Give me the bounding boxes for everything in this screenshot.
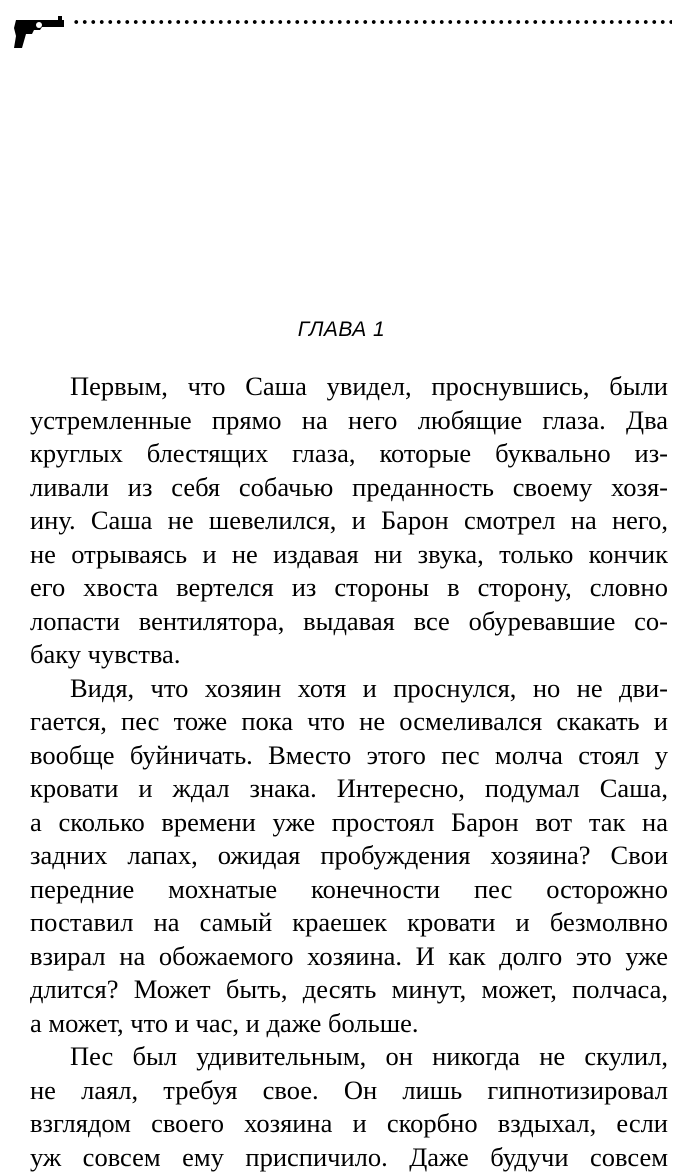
text-line: кровати и ждал знака. Интересно, подумал Саша, bbox=[30, 772, 668, 806]
text-line: а сколько времени уже простоял Барон вот так на bbox=[30, 806, 668, 840]
text-line: круглых блестящих глаза, которые буквально из- bbox=[30, 437, 668, 471]
text-line: его хвоста вертелся из стороны в сторону, словно bbox=[30, 571, 668, 605]
revolver-icon bbox=[12, 14, 68, 50]
chapter-title: ГЛАВА 1 bbox=[0, 318, 683, 342]
text-line: Пес был удивительным, он никогда не скулил, bbox=[30, 1040, 668, 1074]
text-line: передние мохнатые конечности пес осторожно bbox=[30, 873, 668, 907]
text-line: а может, что и час, и даже больше. bbox=[30, 1007, 668, 1041]
text-line: взглядом своего хозяина и скорбно вздыхал, если bbox=[30, 1107, 668, 1141]
text-line: Видя, что хозяин хотя и проснулся, но не дви- bbox=[30, 672, 668, 706]
text-line: взирал на обожаемого хозяина. И как долго это уже bbox=[30, 940, 668, 974]
chapter-text bbox=[30, 370, 668, 1174]
text-line: устремленные прямо на него любящие глаза. Два bbox=[30, 404, 668, 438]
text-line: уж совсем ему приспичило. Даже будучи совсем bbox=[30, 1141, 668, 1174]
text-line: ину. Саша не шевелился, и Барон смотрел на него, bbox=[30, 504, 668, 538]
text-line: вообще буйничать. Вместо этого пес молча стоял у bbox=[30, 739, 668, 773]
text-line: Первым, что Саша увидел, проснувшись, были bbox=[30, 370, 668, 404]
text-line: баку чувства. bbox=[30, 638, 668, 672]
header-dotted-rule bbox=[72, 19, 672, 25]
text-line: лопасти вентилятора, выдавая все обуревавшие со- bbox=[30, 605, 668, 639]
text-line: длится? Может быть, десять минут, может, полчаса, bbox=[30, 973, 668, 1007]
text-line: гается, пес тоже пока что не осмеливался скакать и bbox=[30, 705, 668, 739]
text-line: задних лапах, ожидая пробуждения хозяина? Свои bbox=[30, 839, 668, 873]
text-line: поставил на самый краешек кровати и безмолвно bbox=[30, 906, 668, 940]
text-line: не лаял, требуя свое. Он лишь гипнотизировал bbox=[30, 1074, 668, 1108]
text-line: не отрываясь и не издавая ни звука, только кончик bbox=[30, 538, 668, 572]
text-line: ливали из себя собачью преданность своему хозя- bbox=[30, 471, 668, 505]
page-header bbox=[0, 0, 683, 60]
